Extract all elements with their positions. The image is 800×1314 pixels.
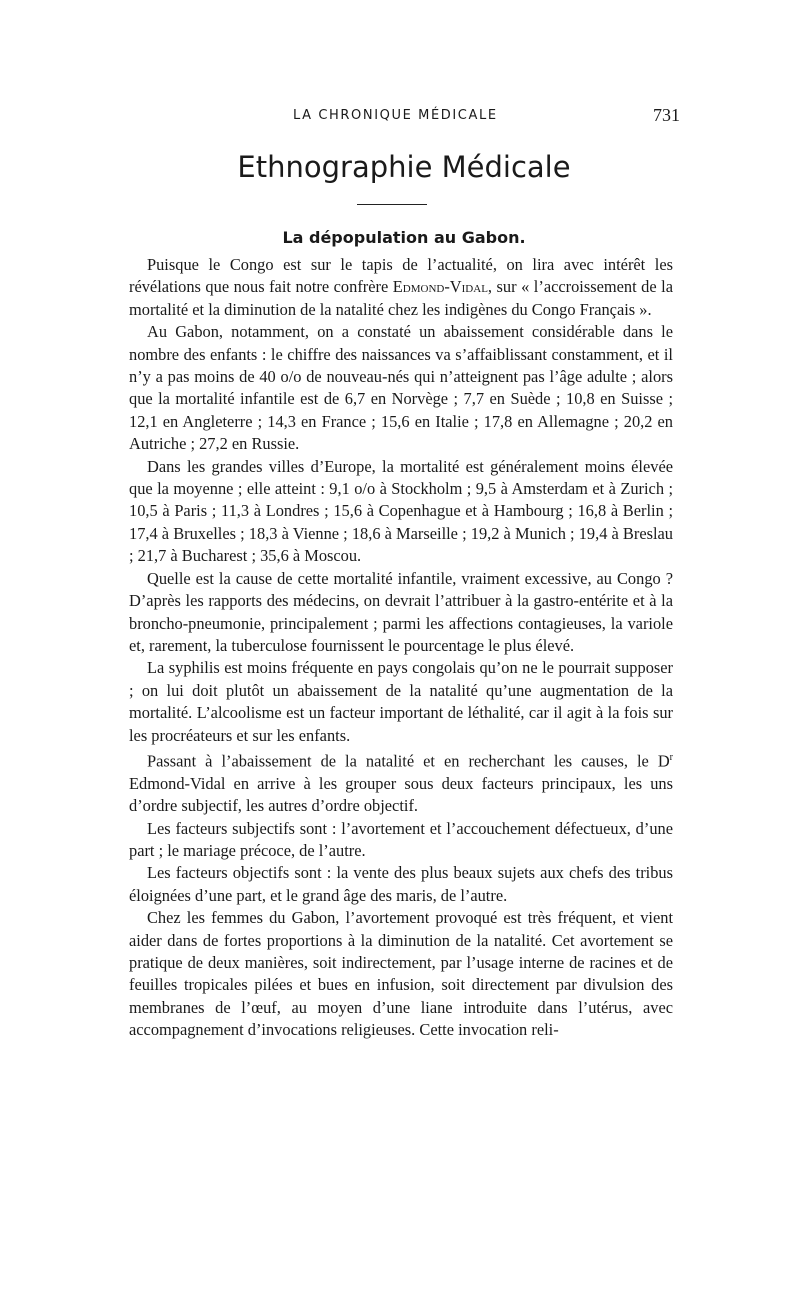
paragraph-6-lead: Passant à l’abaissement de la natalité et en recherchant les causes, le D — [147, 751, 670, 771]
running-title: LA CHRONIQUE MÉDICALE — [293, 108, 498, 123]
paragraph-1-lead: Puisque le Congo est sur le tapis de l’actualité, on lira avec intérêt les révélations que nous fait notre confrère — [129, 255, 673, 297]
section-title: Ethnographie Médicale — [237, 150, 571, 184]
paragraph-2: Au Gabon, notamment, on a constaté un abaissement considérable dans le nombre des enfants : le chiffre des naissances va s’affaiblissant constamment, et il n’y a pas moins de 40 o/o de nouveau-nés qui n’atteignent pas l’âge adulte ; alors que la mortalité infantile est de 6,7 en Norvège ; 7,7 en Suède ; 10,8 en Suisse ; 12,1 en Angleterre ; 14,3 en France ; 15,6 en Italie ; 17,8 en Allemagne ; 20,2 en Autriche ; 27,2 en Russie. — [129, 322, 673, 454]
paragraph-1 — [129, 254, 673, 321]
paragraph-4: Quelle est la cause de cette mortalité infantile, vraiment excessive, au Congo ? D’après les rapports des médecins, on devrait l’attribuer à la gastro-entérite et à la broncho-pneumonie, principalement ; parmi les affections contagieuses, la variole et, rarement, la tuberculose fournissent le pourcentage le plus élevé. — [129, 568, 673, 655]
paragraph-5: La syphilis est moins fréquente en pays congolais qu’on ne le pourrait supposer ; on lui doit plutôt un abaissement de la natalité qu’une augmentation de la mortalité. L’alcoolisme est un facteur important de léthalité, car il agit à la fois sur les procréateurs et sur les enfants. — [129, 658, 673, 745]
paragraph-8: Les facteurs objectifs sont : la vente des plus beaux sujets aux chefs des tribus éloignées d’une part, et le grand âge des maris, de l’autre. — [129, 863, 673, 905]
doctor-abbrev-sup: r — [669, 751, 673, 763]
running-header — [128, 105, 680, 128]
paragraph-3: Dans les grandes villes d’Europe, la mortalité est généralement moins élevée que la moyenne ; elle atteint : 9,1 o/o à Stockholm ; 9,5 à Amsterdam et à Zurich ; 10,5 à Paris ; 11,3 à Londres ; 15,6 à Copenhague et à Hambourg ; 16,8 à Berlin ; 17,4 à Bruxelles ; 18,3 à Vienne ; 18,6 à Marseille ; 19,2 à Munich ; 19,4 à Breslau ; 21,7 à Bucharest ; 35,6 à Moscou. — [129, 456, 673, 566]
paragraph-6-rest: Edmond-Vidal en arrive à les grouper sous deux facteurs principaux, les uns d’ordre subjectif, les autres d’ordre objectif. — [129, 773, 673, 816]
paragraph-9: Chez les femmes du Gabon, l’avortement provoqué est très fréquent, et vient aider dans de fortes proportions à la diminution de la natalité. Cet avortement se pratique de deux manières, soit indirectement, par l’usage interne de racines et de feuilles tropicales pilées et bues en infusion, soit directement par divulsion des membranes de l’œuf, au moyen d’une liane introduite dans l’utérus, avec accompagnement d’invocations religieuses. Cette invocation reli- — [129, 908, 673, 1040]
article-body — [129, 254, 673, 1042]
page-number: 731 — [653, 105, 680, 125]
title-divider — [357, 204, 427, 205]
paragraph-1-rest: , sur « l’accroissement de la mortalité et la diminution de la natalité chez les indigènes du Congo Français ». — [129, 277, 674, 319]
author-name: Edmond-Vidal — [392, 277, 488, 297]
paragraph-6 — [129, 747, 673, 818]
article-subtitle: La dépopulation au Gabon. — [282, 228, 526, 247]
paragraph-7: Les facteurs subjectifs sont : l’avortement et l’accouchement défectueux, d’une part ; le mariage précoce, de l’autre. — [129, 818, 673, 861]
